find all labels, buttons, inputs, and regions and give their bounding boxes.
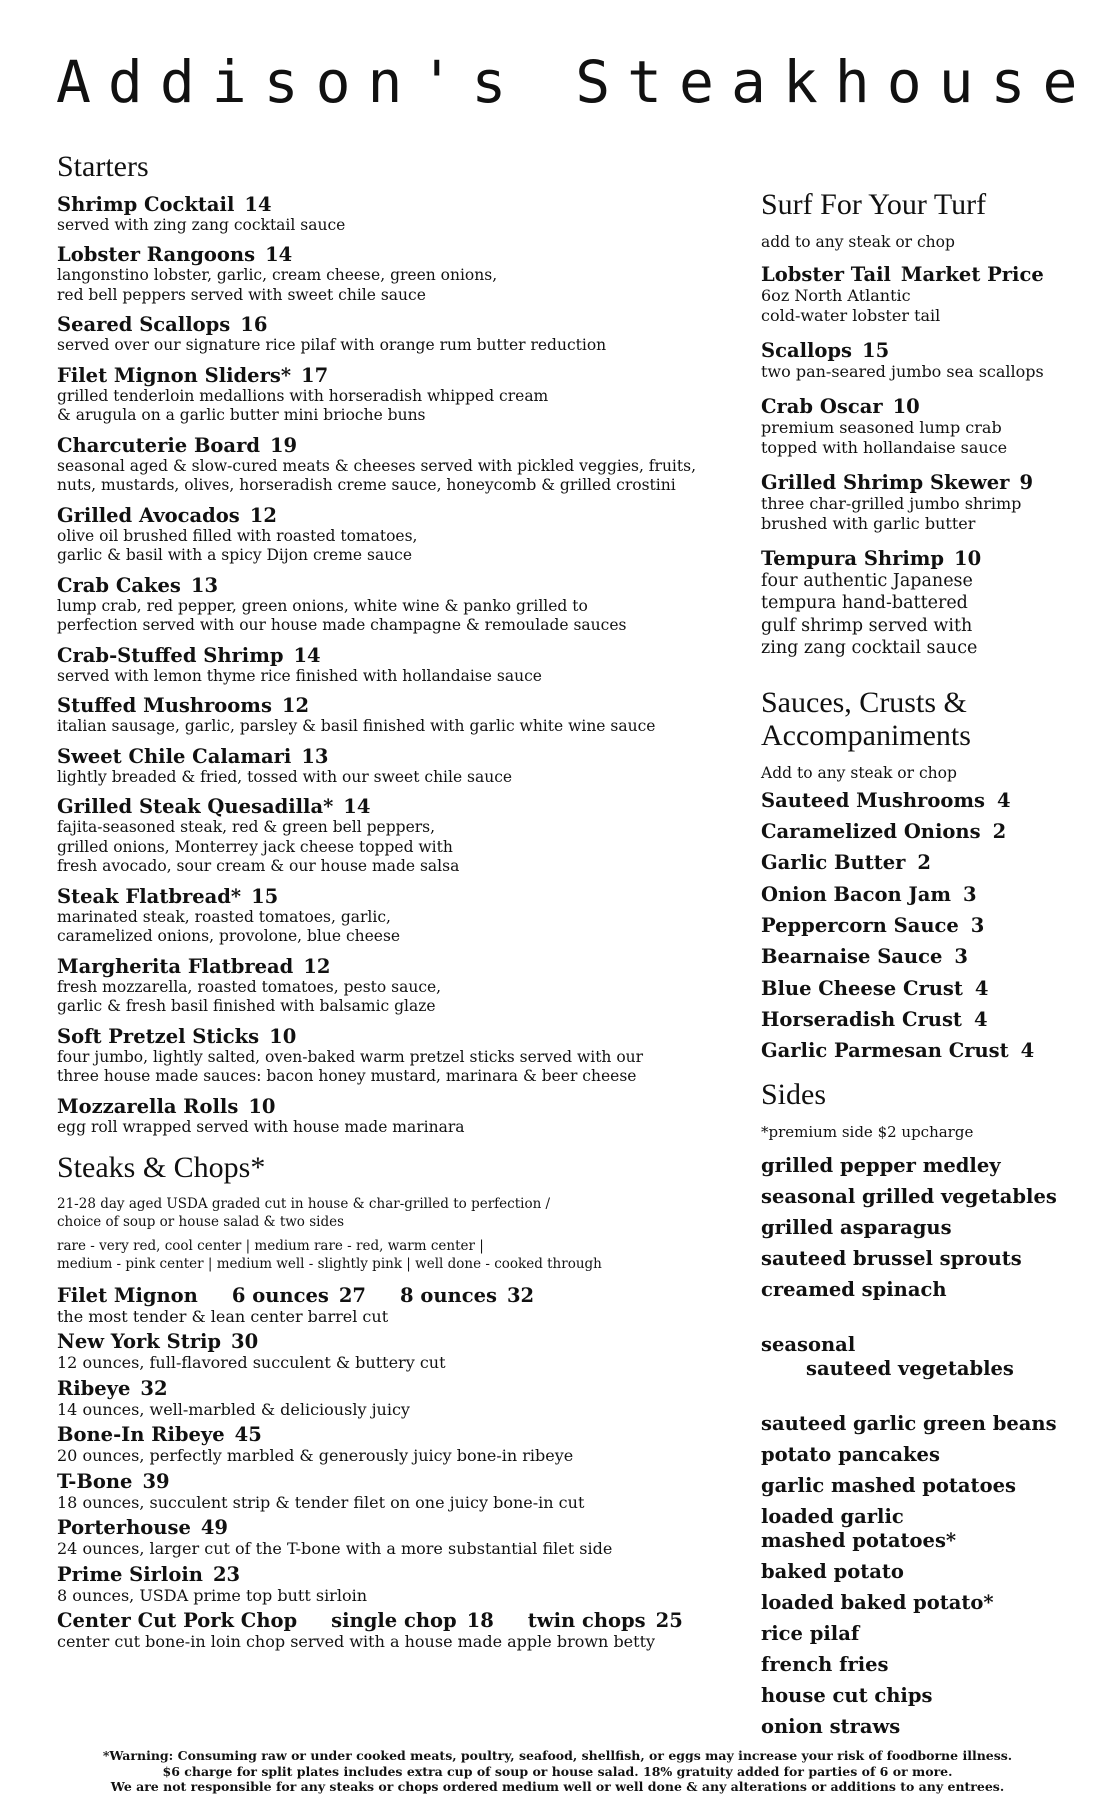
item-price: Market Price — [900, 262, 1044, 286]
item-price: 39 — [142, 1469, 170, 1493]
side-item: rice pilaf — [761, 1622, 860, 1646]
item-name: Mozzarella Rolls — [57, 1094, 239, 1118]
steaks-intro: 21-28 day aged USDA graded cut in house & char-grilled to perfection / choice of soup or house salad & two sides — [57, 1195, 551, 1230]
sauce-price: 4 — [1020, 1039, 1035, 1063]
item-name-row — [761, 472, 1081, 494]
sauce-name: Horseradish Crust — [761, 1007, 962, 1031]
item-name: Sweet Chile Calamari — [57, 744, 292, 768]
item-name-row — [57, 796, 737, 818]
starters-list — [57, 194, 737, 1138]
item-name-row — [57, 956, 737, 978]
item-name: Porterhouse — [57, 1516, 191, 1540]
item-name-row — [57, 365, 737, 387]
item-name-row — [57, 194, 737, 216]
menu-item — [57, 956, 737, 1017]
menu-item — [57, 1517, 737, 1559]
item-name: Bone-In Ribeye — [57, 1423, 225, 1447]
side-item: grilled asparagus — [761, 1216, 952, 1240]
item-description: lightly breaded & fried, tossed with our sweet chile sauce — [57, 767, 513, 786]
menu-item — [57, 1026, 737, 1087]
restaurant-title: Addison's Steakhouse — [56, 48, 1095, 116]
sauce-item — [761, 973, 1081, 1004]
sauce-item — [761, 1035, 1081, 1066]
menu-item — [761, 264, 1081, 326]
item-description: 18 ounces, succulent strip & tender filet on one juicy bone-in cut — [57, 1492, 585, 1512]
menu-item — [57, 1471, 737, 1513]
item-description: 20 ounces, perfectly marbled & generously juicy bone-in ribeye — [57, 1446, 574, 1466]
side-item: onion straws — [761, 1715, 901, 1739]
item-description: egg roll wrapped served with house made marinara — [57, 1117, 465, 1136]
steaks-title: Steaks & Chops* — [57, 1151, 266, 1185]
footer-disclaimer: We are not responsible for any steaks or chops ordered medium well or well done & any alterations or additions to any entrees. — [110, 1779, 1005, 1794]
footer-split-plates: $6 charge for split plates includes extra cup of soup or house salad. 18% gratuity added for parties of 6 or more. — [162, 1763, 953, 1779]
side-item: creamed spinach — [761, 1278, 947, 1302]
item-price: 32 — [506, 1283, 535, 1307]
menu-item — [761, 548, 1081, 660]
item-name-row — [761, 548, 1081, 570]
item-description: four authentic Japanese tempura hand-battered gulf shrimp served with zing zang cocktail sauce — [761, 570, 978, 659]
item-description: four jumbo, lightly salted, oven-baked warm pretzel sticks served with our three house made sauces: bacon honey mustard, marinara & beer cheese — [57, 1047, 644, 1086]
sauce-price: 3 — [970, 913, 985, 937]
item-name: Crab-Stuffed Shrimp — [57, 643, 284, 667]
sauce-item — [761, 847, 1081, 878]
item-option: 6 ounces — [231, 1283, 329, 1307]
surf-list — [761, 264, 1081, 660]
item-description: three char-grilled jumbo shrimp brushed with garlic butter — [761, 493, 1022, 533]
item-price: 10 — [269, 1024, 297, 1048]
sides-list-continued — [761, 1412, 1081, 1739]
sauce-name: Garlic Butter — [761, 851, 906, 875]
sauce-price: 2 — [917, 851, 931, 875]
item-description: served with lemon thyme rice finished with hollandaise sauce — [57, 666, 542, 685]
item-name-row — [57, 575, 737, 597]
side-item: french fries — [761, 1653, 889, 1677]
item-description: served over our signature rice pilaf with orange rum butter reduction — [57, 336, 607, 355]
item-name-row — [57, 435, 737, 457]
sauce-name: Peppercorn Sauce — [761, 913, 959, 937]
item-price: 12 — [281, 694, 310, 718]
item-price: 14 — [343, 795, 371, 819]
item-name: Center Cut Pork Chop — [57, 1609, 298, 1633]
menu-item-pork-chop — [57, 1610, 737, 1652]
item-name: Grilled Avocados — [57, 503, 240, 527]
item-price: 12 — [249, 503, 277, 527]
side-item-seasonal — [761, 1309, 1081, 1405]
menu-item — [57, 194, 737, 236]
sauce-price: 4 — [974, 976, 989, 1000]
item-price: 13 — [301, 744, 329, 768]
side-item: loaded baked potato* — [761, 1591, 994, 1615]
surf-section — [761, 188, 1081, 660]
item-name-row — [57, 1331, 737, 1353]
item-name-row — [57, 645, 737, 667]
item-price: 27 — [338, 1283, 366, 1307]
menu-item — [57, 746, 737, 788]
sauce-price: 3 — [954, 945, 968, 969]
item-description: fajita-seasoned steak, red & green bell peppers, grilled onions, Monterrey jack cheese topped with fresh avocado, sour cream & our house made salsa — [57, 818, 460, 876]
side-item: sauteed brussel sprouts — [761, 1247, 1022, 1271]
sauce-name: Bearnaise Sauce — [761, 945, 943, 969]
item-description: italian sausage, garlic, parsley & basil finished with garlic white wine sauce — [57, 717, 656, 736]
sauce-name: Blue Cheese Crust — [761, 976, 963, 1000]
item-description: 14 ounces, well-marbled & deliciously juicy — [57, 1399, 410, 1419]
sauces-section — [761, 686, 1081, 1067]
item-name-row — [57, 1026, 737, 1048]
sauces-title: Sauces, Crusts & Accompaniments — [761, 685, 971, 753]
item-price: 49 — [200, 1516, 228, 1540]
surf-note: add to any steak or chop — [761, 232, 955, 251]
item-name: Ribeye — [57, 1376, 131, 1400]
menu-footer — [0, 1748, 1115, 1795]
menu-item — [57, 796, 737, 877]
item-name: T-Bone — [57, 1469, 133, 1493]
footer-warning: *Warning: Consuming raw or under cooked meats, poultry, seafood, shellfish, or eggs may increase your risk of foodborne illness. — [102, 1748, 1013, 1763]
menu-item — [57, 314, 737, 356]
item-description: olive oil brushed filled with roasted tomatoes, garlic & basil with a spicy Dijon creme sauce — [57, 526, 418, 565]
side-item: potato pancakes — [761, 1443, 940, 1467]
item-description: premium seasoned lump crab topped with hollandaise sauce — [761, 417, 1008, 457]
item-price: 13 — [190, 573, 219, 597]
item-price: 14 — [244, 192, 272, 216]
item-name: Tempura Shrimp — [761, 546, 945, 570]
sauce-item — [761, 879, 1081, 910]
item-description: langonstino lobster, garlic, cream cheese, green onions, red bell peppers served with sweet chile sauce — [57, 266, 498, 304]
sides-title: Sides — [761, 1078, 827, 1112]
menu-item — [57, 1424, 737, 1466]
item-name-row — [761, 396, 1081, 418]
side-item: baked potato — [761, 1560, 904, 1584]
sides-section — [761, 1078, 1081, 1739]
item-price: 19 — [269, 433, 298, 457]
sauces-note: Add to any steak or chop — [761, 763, 957, 782]
menu-item — [57, 1564, 737, 1606]
item-price: 17 — [301, 363, 329, 387]
side-item: sauteed garlic green beans — [761, 1412, 1057, 1436]
sauce-name: Garlic Parmesan Crust — [761, 1039, 1009, 1063]
menu-item — [761, 396, 1081, 458]
menu-item — [57, 365, 737, 426]
item-price: 23 — [212, 1562, 241, 1586]
side-item: house cut chips — [761, 1684, 933, 1708]
item-description: fresh mozzarella, roasted tomatoes, pesto sauce, garlic & fresh basil finished with balsamic glaze — [57, 977, 442, 1016]
item-name-row — [57, 1564, 737, 1586]
item-name: Steak Flatbread* — [57, 884, 242, 908]
item-description: 12 ounces, full-flavored succulent & buttery cut — [57, 1353, 446, 1373]
steaks-list — [57, 1331, 737, 1605]
item-price: 10 — [248, 1094, 276, 1118]
item-name: Grilled Steak Quesadilla* — [57, 795, 334, 819]
side-item-line: sauteed vegetables — [806, 1357, 1014, 1381]
sauce-name: Sauteed Mushrooms — [761, 788, 985, 812]
menu-item-filet-mignon — [57, 1285, 737, 1327]
item-price: 25 — [655, 1609, 683, 1633]
surf-title: Surf For Your Turf — [761, 188, 987, 221]
menu-item — [57, 575, 737, 636]
sauce-price: 4 — [973, 1007, 988, 1031]
side-item: garlic mashed potatoes — [761, 1474, 1016, 1498]
side-item: grilled pepper medley — [761, 1154, 1001, 1178]
item-name-row — [57, 1096, 737, 1118]
item-name: Lobster Tail — [761, 262, 891, 286]
side-item: seasonal grilled vegetables — [761, 1185, 1057, 1209]
sauce-item — [761, 941, 1081, 972]
side-item: loaded garlic mashed potatoes* — [761, 1505, 957, 1553]
item-name-row — [57, 695, 737, 717]
menu-item — [57, 1331, 737, 1373]
sauces-list — [761, 785, 1081, 1067]
right-column — [761, 188, 1081, 1746]
item-name-row — [57, 886, 737, 908]
item-name-row — [57, 244, 737, 266]
item-name-row — [57, 746, 737, 768]
menu-item — [57, 645, 737, 687]
item-description: the most tender & lean center barrel cut — [57, 1306, 389, 1326]
menu-item — [57, 1096, 737, 1138]
item-name-row — [761, 340, 1081, 362]
sauce-price: 2 — [992, 820, 1007, 844]
item-price: 15 — [251, 884, 279, 908]
menu-item — [761, 340, 1081, 382]
item-price: 14 — [265, 243, 293, 267]
sauce-price: 3 — [963, 882, 977, 906]
item-price: 10 — [954, 546, 982, 570]
item-price: 45 — [234, 1423, 262, 1447]
item-description: marinated steak, roasted tomatoes, garlic, caramelized onions, provolone, blue cheese — [57, 907, 401, 946]
item-price: 9 — [1019, 470, 1034, 494]
item-name-row — [761, 264, 1081, 286]
steaks-section — [57, 1151, 737, 1652]
left-column — [57, 150, 737, 1657]
item-description: served with zing zang cocktail sauce — [57, 215, 346, 234]
item-name: Lobster Rangoons — [57, 243, 256, 267]
item-description: center cut bone-in loin chop served with a house made apple brown betty — [57, 1632, 656, 1652]
item-name: Margherita Flatbread — [57, 954, 294, 978]
menu-item — [57, 244, 737, 305]
item-price: 32 — [140, 1376, 168, 1400]
starters-section — [57, 150, 737, 1137]
sides-list — [761, 1154, 1081, 1302]
item-price: 12 — [303, 954, 331, 978]
sides-note: *premium side $2 upcharge — [761, 1123, 974, 1142]
item-description: 24 ounces, larger cut of the T-bone with a more substantial filet side — [57, 1539, 613, 1559]
side-item-line: seasonal — [761, 1333, 856, 1357]
sauce-item — [761, 1004, 1081, 1035]
item-name-row — [57, 1378, 737, 1400]
item-price: 30 — [231, 1330, 259, 1354]
menu-item — [57, 435, 737, 496]
sauce-item — [761, 816, 1081, 847]
item-description: seasonal aged & slow-cured meats & cheeses served with pickled veggies, fruits, nuts, mustards, olives, horseradish creme sauce, honeycomb & grilled crostini — [57, 456, 696, 495]
item-name: Charcuterie Board — [57, 433, 260, 457]
item-name: Crab Oscar — [761, 394, 883, 418]
item-price: 18 — [466, 1609, 494, 1633]
item-description: 8 ounces, USDA prime top butt sirloin — [57, 1585, 367, 1605]
menu-item — [57, 886, 737, 947]
item-name: New York Strip — [57, 1330, 222, 1354]
menu-item — [57, 505, 737, 566]
item-description: lump crab, red pepper, green onions, white wine & panko grilled to perfection served with our house made champagne & remoulade sauces — [57, 596, 627, 635]
item-name: Stuffed Mushrooms — [57, 694, 272, 718]
item-name-row — [57, 1517, 737, 1539]
sauce-name: Caramelized Onions — [761, 820, 981, 844]
item-name: Scallops — [761, 338, 853, 362]
item-option: twin chops — [527, 1609, 646, 1633]
item-name: Prime Sirloin — [57, 1562, 203, 1586]
item-name-row — [57, 505, 737, 527]
menu-item — [57, 1378, 737, 1420]
steaks-temperatures: rare - very red, cool center | medium rare - red, warm center | medium - pink center | medium well - slightly pink | well done - cooked through — [57, 1237, 602, 1272]
item-option: 8 ounces — [399, 1283, 497, 1307]
item-name-row — [57, 314, 737, 336]
item-name: Shrimp Cocktail — [57, 192, 235, 216]
item-price: 16 — [240, 313, 268, 337]
item-name-row — [57, 1424, 737, 1446]
menu-item — [761, 472, 1081, 534]
item-name: Crab Cakes — [57, 573, 181, 597]
sauce-item — [761, 910, 1081, 941]
sauce-name: Onion Bacon Jam — [761, 882, 952, 906]
item-price: 15 — [862, 338, 890, 362]
item-description: 6oz North Atlantic cold-water lobster tail — [761, 285, 941, 325]
item-description: grilled tenderloin medallions with horseradish whipped cream & arugula on a garlic butter mini brioche buns — [57, 386, 549, 425]
item-name: Filet Mignon — [57, 1283, 198, 1307]
sauce-item — [761, 785, 1081, 816]
menu-item — [57, 695, 737, 737]
item-option: single chop — [331, 1609, 457, 1633]
starters-title: Starters — [57, 150, 149, 183]
item-name: Grilled Shrimp Skewer — [761, 470, 1010, 494]
item-price: 10 — [892, 394, 920, 418]
item-name: Filet Mignon Sliders* — [57, 363, 292, 387]
item-name-row — [57, 1471, 737, 1493]
item-name: Soft Pretzel Sticks — [57, 1024, 260, 1048]
item-name: Seared Scallops — [57, 313, 231, 337]
item-description: two pan-seared jumbo sea scallops — [761, 361, 1044, 381]
sauce-price: 4 — [996, 788, 1011, 812]
item-price: 14 — [293, 643, 321, 667]
